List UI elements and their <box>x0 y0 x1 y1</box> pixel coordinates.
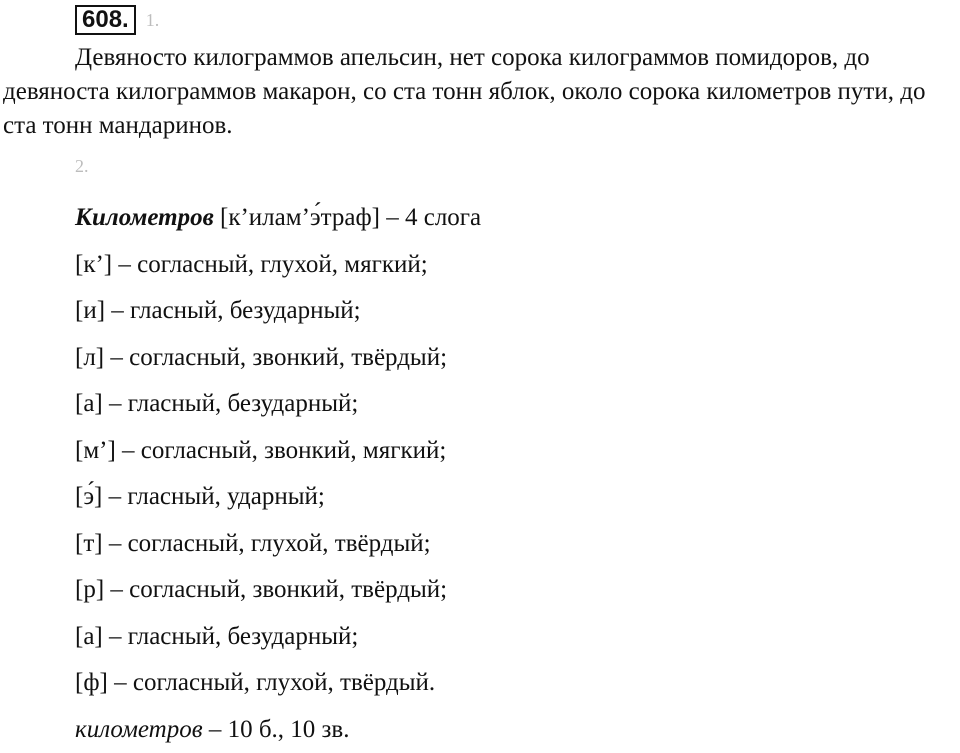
sound-line: [л] – согласный, звонкий, твёрдый; <box>75 335 481 382</box>
sound-line: [а] – гласный, безударный; <box>75 614 481 661</box>
sound-line: [э́] – гласный, ударный; <box>75 474 481 521</box>
sound-line: [и] – гласный, безударный; <box>75 288 481 335</box>
summary-line <box>75 707 481 753</box>
part-2-label: 2. <box>75 156 89 177</box>
part-1-text: Девяносто килограммов апельсин, нет сорока килограммов помидоров, до девяноста килограммов макарон, со ста тонн яблок, около сорока километров пути, до ста тонн мандаринов. <box>3 44 925 139</box>
summary-word: километров <box>75 716 203 743</box>
sound-line: [к’] – согласный, глухой, мягкий; <box>75 242 481 289</box>
task-number: 608. <box>75 5 136 35</box>
part-1-paragraph <box>3 41 958 143</box>
analyzed-word: Километров <box>75 204 214 231</box>
phonetic-analysis <box>75 195 481 753</box>
task-header <box>75 5 159 35</box>
sound-line: [р] – согласный, звонкий, твёрдый; <box>75 567 481 614</box>
summary-counts: – 10 б., 10 зв. <box>209 716 350 743</box>
word-transcription-line <box>75 195 481 242</box>
sound-line: [т] – согласный, глухой, твёрдый; <box>75 521 481 568</box>
part-1-label: 1. <box>146 10 160 31</box>
sound-line: [а] – гласный, безударный; <box>75 381 481 428</box>
sound-line: [м’] – согласный, звонкий, мягкий; <box>75 428 481 475</box>
sound-line: [ф] – согласный, глухой, твёрдый. <box>75 660 481 707</box>
transcription: [к’илам’э́траф] – 4 слога <box>220 204 481 231</box>
